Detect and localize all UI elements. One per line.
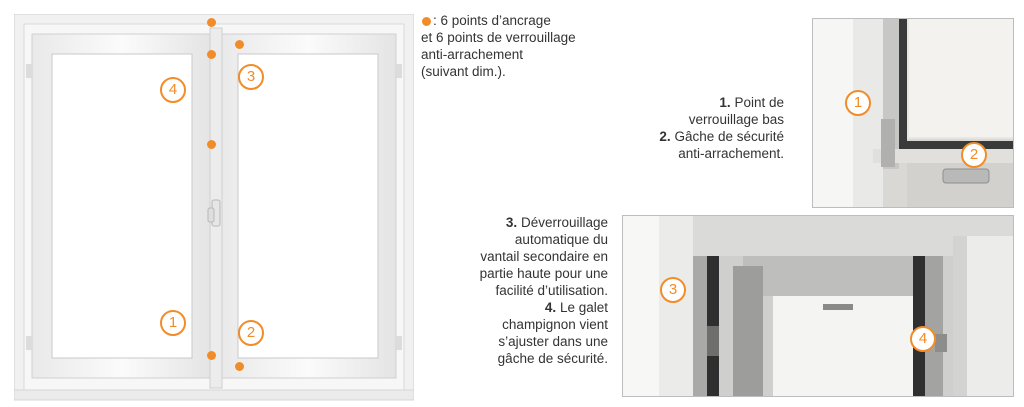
caption-top xyxy=(560,94,784,162)
item-3-line-2: automatique du xyxy=(514,232,608,247)
lock-dot xyxy=(207,351,216,360)
item-1-line-2: verrouillage bas xyxy=(688,112,784,127)
item-2-line-1: Gâche de sécurité xyxy=(674,129,784,144)
photo-bottom-lock-drawing xyxy=(813,19,1013,207)
lock-dot xyxy=(207,18,216,27)
photo-marker-1: 1 xyxy=(845,90,871,116)
legend-dot xyxy=(422,17,431,26)
photo-marker-4: 4 xyxy=(910,326,936,352)
item-3-line-5: facilité d’utilisation. xyxy=(495,283,608,298)
window-drawing xyxy=(14,14,414,402)
photo-top-lock xyxy=(622,215,1014,397)
item-1-line-1: Point de xyxy=(734,95,784,110)
marker-3: 3 xyxy=(238,64,264,90)
legend-text-rest xyxy=(421,29,641,80)
item-2-number: 2. xyxy=(659,129,671,144)
photo-top-lock-drawing xyxy=(623,216,1013,396)
marker-1: 1 xyxy=(160,310,186,336)
legend-line-1: : 6 points d’ancrage xyxy=(433,13,551,28)
item-4-number: 4. xyxy=(544,300,557,315)
legend-line-3: anti-arrachement xyxy=(421,47,524,62)
item-3-line-3: vantail secondaire en xyxy=(480,249,608,264)
item-2-line-2: anti-arrachement. xyxy=(678,146,784,161)
item-3-line-1: Déverrouillage xyxy=(520,215,608,230)
photo-bottom-lock xyxy=(812,18,1014,208)
caption-bottom xyxy=(420,214,608,367)
legend-text xyxy=(433,12,653,29)
item-1-number: 1. xyxy=(719,95,731,110)
right-glass xyxy=(238,54,378,358)
legend-line-2: et 6 points de verrouillage xyxy=(421,30,576,45)
legend-line-4: (suivant dim.). xyxy=(421,64,506,79)
photo-marker-3: 3 xyxy=(660,277,686,303)
window-illustration xyxy=(14,14,414,402)
marker-2: 2 xyxy=(238,320,264,346)
item-4-line-3: s’ajuster dans une xyxy=(498,334,608,349)
photo-marker-2: 2 xyxy=(961,142,987,168)
lock-dot xyxy=(207,50,216,59)
item-4-line-1: Le galet xyxy=(559,300,608,315)
item-4-line-4: gâche de sécurité. xyxy=(497,351,608,366)
item-3-line-4: partie haute pour une xyxy=(479,266,608,281)
marker-4: 4 xyxy=(160,77,186,103)
lock-dot xyxy=(235,40,244,49)
lock-dot xyxy=(207,140,216,149)
lock-dot xyxy=(235,362,244,371)
item-4-line-2: champignon vient xyxy=(502,317,608,332)
item-3-number: 3. xyxy=(505,215,518,230)
